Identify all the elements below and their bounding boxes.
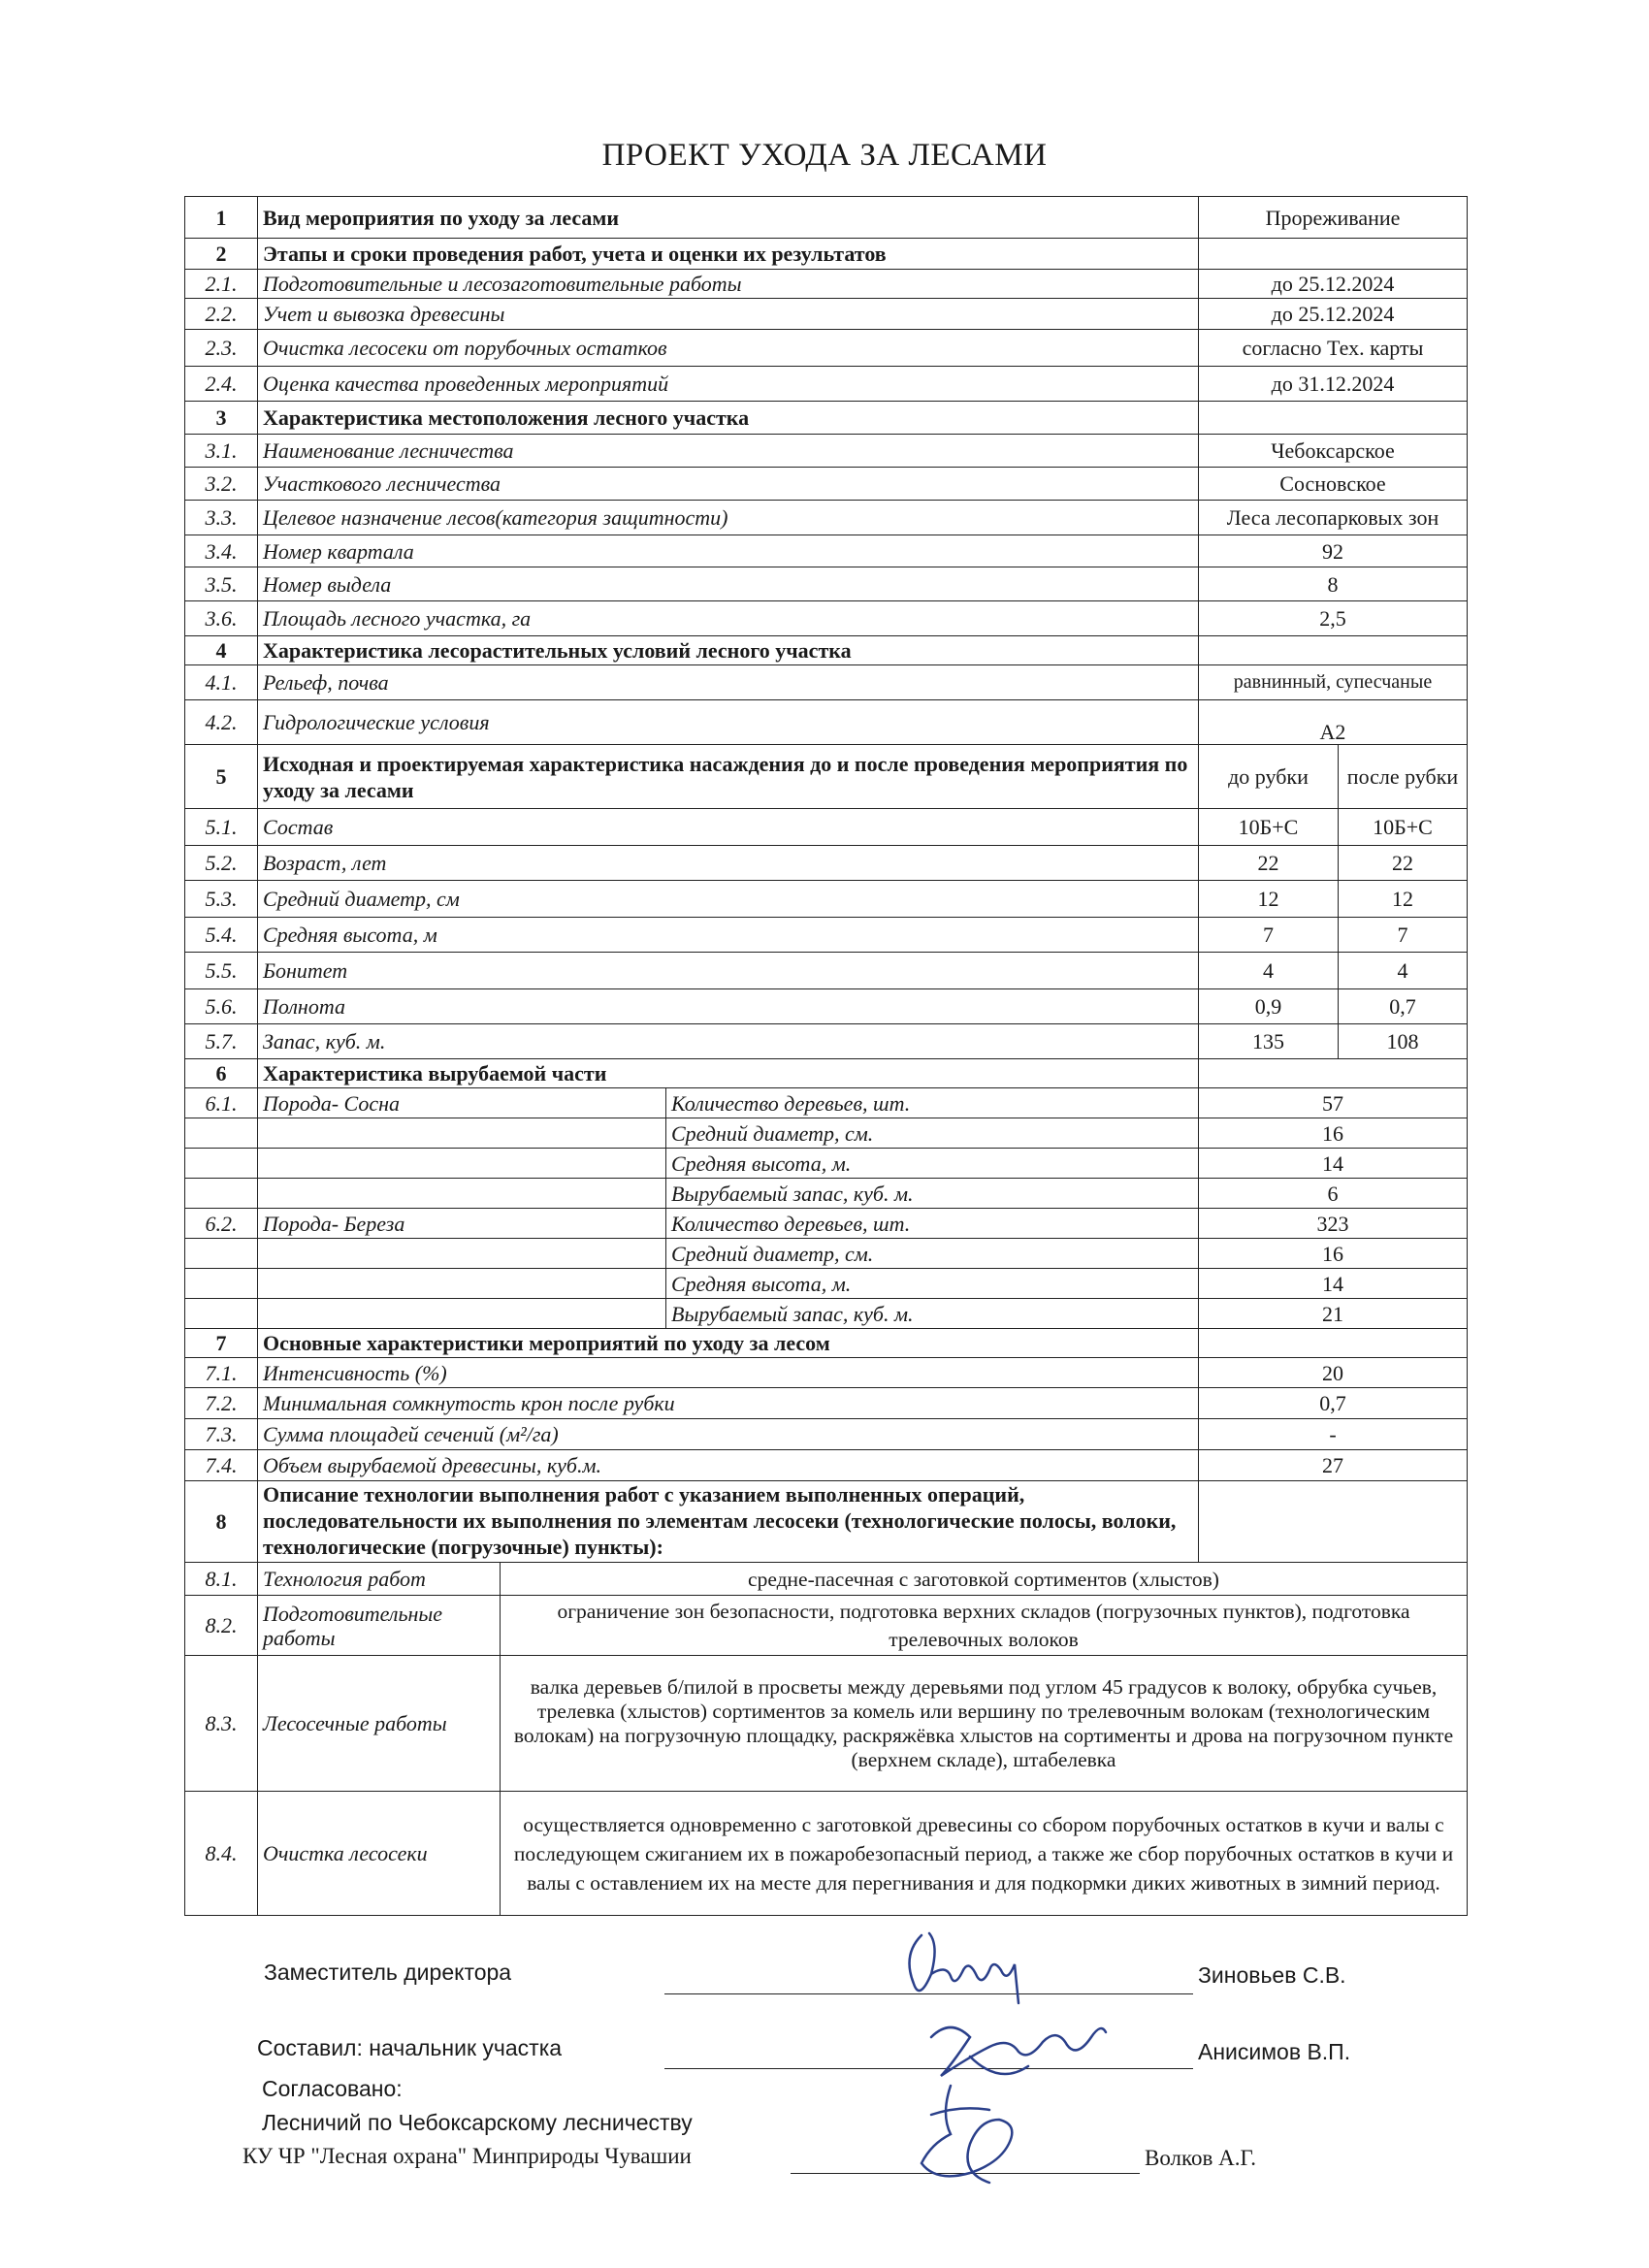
param-label: Средний диаметр, см. — [666, 1118, 1199, 1149]
row-label: Бонитет — [258, 953, 1199, 989]
param-label: Средняя высота, м. — [666, 1149, 1199, 1179]
row-label: Целевое назначение лесов(категория защитности) — [258, 501, 1199, 535]
section-header-row — [185, 1329, 1468, 1358]
section-header-row — [185, 745, 1468, 809]
param-label: Вырубаемый запас, куб. м. — [666, 1299, 1199, 1329]
row-value: 27 — [1199, 1450, 1468, 1481]
row-number: 3.6. — [185, 601, 258, 636]
row-label: Гидрологические условия — [258, 700, 1199, 745]
param-label: Количество деревьев, шт. — [666, 1209, 1199, 1239]
row-value: осуществляется одновременно с заготовкой древесины со сбором порубочных остатков в кучи и валы с последующем сжиганием их в пожаробезопасный период, а также же сбор порубочных остатков в кучи и валы с оставлением их на месте для перегнивания и для подкормки диких животных в зимний период. — [501, 1792, 1468, 1916]
param-value: 14 — [1199, 1149, 1468, 1179]
row-value: согласно Тех. карты — [1199, 330, 1468, 367]
row-number: 3.5. — [185, 567, 258, 601]
section-title: Основные характеристики мероприятий по уходу за лесом — [258, 1329, 1199, 1358]
table-row — [185, 881, 1468, 918]
row-label: Учет и вывозка древесины — [258, 299, 1199, 330]
table-row — [185, 989, 1468, 1024]
row-number: 5.3. — [185, 881, 258, 918]
table-row — [185, 1209, 1468, 1239]
table-row — [185, 1596, 1468, 1656]
table-row — [185, 567, 1468, 601]
row-number: 6 — [185, 1059, 258, 1088]
row-label: Средняя высота, м — [258, 918, 1199, 953]
table-row — [185, 1419, 1468, 1450]
table-row — [185, 1239, 1468, 1269]
row-label: Участкового лесничества — [258, 468, 1199, 501]
table-row — [185, 1118, 1468, 1149]
row-number: 8.4. — [185, 1792, 258, 1916]
param-value: 21 — [1199, 1299, 1468, 1329]
row-value: 2,5 — [1199, 601, 1468, 636]
table-row — [185, 435, 1468, 468]
row-number: 2 — [185, 239, 258, 270]
table-row — [185, 846, 1468, 881]
value-after: 7 — [1339, 918, 1468, 953]
table-row — [185, 1024, 1468, 1059]
table-row — [185, 330, 1468, 367]
row-number: 5.1. — [185, 809, 258, 846]
row-number: 3.3. — [185, 501, 258, 535]
row-value: ограничение зон безопасности, подготовка верхних складов (погрузочных пунктов), подготовка трелевочных волоков — [501, 1596, 1468, 1656]
row-label: Полнота — [258, 989, 1199, 1024]
param-value: 6 — [1199, 1179, 1468, 1209]
table-row — [185, 1450, 1468, 1481]
table-row — [185, 1563, 1468, 1596]
row-number: 1 — [185, 197, 258, 239]
row-number: 7.2. — [185, 1388, 258, 1419]
row-number: 2.4. — [185, 367, 258, 402]
row-value: 20 — [1199, 1358, 1468, 1388]
row-value: Сосновское — [1199, 468, 1468, 501]
row-number: 5.7. — [185, 1024, 258, 1059]
table-row — [185, 367, 1468, 402]
row-number: 5.2. — [185, 846, 258, 881]
document-title: ПРОЕКТ УХОДА ЗА ЛЕСАМИ — [601, 138, 1048, 173]
row-label: Номер квартала — [258, 535, 1199, 567]
row-value: Прореживание — [1199, 197, 1468, 239]
section-title: Характеристика вырубаемой части — [258, 1059, 1199, 1088]
section-header-row — [185, 1059, 1468, 1088]
forester-name: Волков А.Г. — [1145, 2146, 1256, 2170]
value-after: 10Б+С — [1339, 809, 1468, 846]
species-label: Порода- Сосна — [258, 1088, 666, 1118]
value-before: 10Б+С — [1199, 809, 1339, 846]
param-label: Средний диаметр, см. — [666, 1239, 1199, 1269]
param-label: Вырубаемый запас, куб. м. — [666, 1179, 1199, 1209]
table-row — [185, 1179, 1468, 1209]
section-header-row — [185, 239, 1468, 270]
row-number: 3.1. — [185, 435, 258, 468]
row-number: 8.1. — [185, 1563, 258, 1596]
row-value: средне-пасечная с заготовкой сортиментов (хлыстов) — [501, 1563, 1468, 1596]
row-label: Очистка лесосеки от порубочных остатков — [258, 330, 1199, 367]
row-number: 6.1. — [185, 1088, 258, 1118]
row-value: до 25.12.2024 — [1199, 299, 1468, 330]
row-number: 4 — [185, 636, 258, 665]
section-title: Характеристика местоположения лесного участка — [258, 402, 1199, 435]
row-value: Леса лесопарковых зон — [1199, 501, 1468, 535]
row-label: Объем вырубаемой древесины, куб.м. — [258, 1450, 1199, 1481]
table-row — [185, 1388, 1468, 1419]
row-number: 5 — [185, 745, 258, 809]
row-label: Интенсивность (%) — [258, 1358, 1199, 1388]
table-row — [185, 1088, 1468, 1118]
table-row — [185, 1358, 1468, 1388]
row-value: 8 — [1199, 567, 1468, 601]
section-title: Описание технологии выполнения работ с указанием выполненных операций, последовательности их выполнения по элементам лесосеки (технологические полосы, волоки, технологические (погрузочные) пункты): — [258, 1481, 1199, 1563]
row-label: Оценка качества проведенных мероприятий — [258, 367, 1199, 402]
row-value: валка деревьев б/пилой в просветы между деревьями под углом 45 градусов к волоку, обрубка сучьев, трелевка (хлыстов) сортиментов за комель или вершину по трелевочным волокам (технологическим волокам) на погрузочную площадку, раскряжёвка хлыстов на сортименты и дрова на погрузочном пункте (верхнем складе), штабелевка — [501, 1656, 1468, 1792]
row-label: Вид мероприятия по уходу за лесами — [258, 197, 1199, 239]
signature-zinoviev — [892, 1916, 1048, 2013]
row-number: 7.3. — [185, 1419, 258, 1450]
row-value: - — [1199, 1419, 1468, 1450]
organization-name: КУ ЧР "Лесная охрана" Минприроды Чувашии — [242, 2144, 692, 2168]
table-row — [185, 953, 1468, 989]
section-title: Характеристика лесорастительных условий лесного участка — [258, 636, 1199, 665]
row-label: Средний диаметр, см — [258, 881, 1199, 918]
section-header-row — [185, 636, 1468, 665]
param-value: 57 — [1199, 1088, 1468, 1118]
table-row — [185, 1269, 1468, 1299]
param-value: 16 — [1199, 1239, 1468, 1269]
row-number: 4.2. — [185, 700, 258, 745]
deputy-director-title: Заместитель директора — [264, 1960, 512, 1985]
row-label: Очистка лесосеки — [258, 1792, 501, 1916]
row-value: до 25.12.2024 — [1199, 270, 1468, 299]
value-before: 22 — [1199, 846, 1339, 881]
row-label: Рельеф, почва — [258, 665, 1199, 700]
table-row — [185, 700, 1468, 745]
table-row — [185, 468, 1468, 501]
row-value: 92 — [1199, 535, 1468, 567]
row-label: Подготовительные работы — [258, 1596, 501, 1656]
row-number: 8 — [185, 1481, 258, 1563]
value-before: 4 — [1199, 953, 1339, 989]
param-value: 14 — [1199, 1269, 1468, 1299]
section-title: Этапы и сроки проведения работ, учета и оценки их результатов — [258, 239, 1199, 270]
row-number: 7.4. — [185, 1450, 258, 1481]
table-row — [185, 535, 1468, 567]
row-label: Состав — [258, 809, 1199, 846]
table-row — [185, 665, 1468, 700]
table-row — [185, 1149, 1468, 1179]
row-number: 3 — [185, 402, 258, 435]
compiler-name: Анисимов В.П. — [1198, 2039, 1351, 2064]
row-number: 8.2. — [185, 1596, 258, 1656]
row-value: 0,7 — [1199, 1388, 1468, 1419]
section-header-row — [185, 1481, 1468, 1563]
section-title: Исходная и проектируемая характеристика насаждения до и после проведения мероприятия по уходу за лесами — [258, 745, 1199, 809]
row-value: равнинный, супесчаные — [1199, 665, 1468, 700]
table-row — [185, 809, 1468, 846]
row-label: Наименование лесничества — [258, 435, 1199, 468]
row-label: Возраст, лет — [258, 846, 1199, 881]
row-value: А2 — [1199, 700, 1468, 745]
value-after: 22 — [1339, 846, 1468, 881]
column-header-before: до рубки — [1199, 745, 1339, 809]
table-row — [185, 270, 1468, 299]
row-number: 2.2. — [185, 299, 258, 330]
row-number: 5.6. — [185, 989, 258, 1024]
table-row — [185, 1792, 1468, 1916]
row-number: 3.2. — [185, 468, 258, 501]
row-value: до 31.12.2024 — [1199, 367, 1468, 402]
signature-line — [664, 2068, 1193, 2069]
table-row — [185, 299, 1468, 330]
row-number: 5.5. — [185, 953, 258, 989]
row-label: Минимальная сомкнутость крон после рубки — [258, 1388, 1199, 1419]
value-after: 12 — [1339, 881, 1468, 918]
table-row — [185, 501, 1468, 535]
row-number: 2.3. — [185, 330, 258, 367]
table-row — [185, 1299, 1468, 1329]
row-number: 2.1. — [185, 270, 258, 299]
param-value: 323 — [1199, 1209, 1468, 1239]
table-row — [185, 1656, 1468, 1792]
column-header-after: после рубки — [1339, 745, 1468, 809]
row-number: 4.1. — [185, 665, 258, 700]
value-after: 4 — [1339, 953, 1468, 989]
row-number: 8.3. — [185, 1656, 258, 1792]
compiler-title: Составил: начальник участка — [257, 2035, 563, 2060]
param-label: Средняя высота, м. — [666, 1269, 1199, 1299]
param-label: Количество деревьев, шт. — [666, 1088, 1199, 1118]
section-header-row — [185, 402, 1468, 435]
value-after: 108 — [1339, 1024, 1468, 1059]
value-before: 12 — [1199, 881, 1339, 918]
signature-volkov — [892, 2076, 1067, 2192]
row-value: Чебоксарское — [1199, 435, 1468, 468]
table-row — [185, 601, 1468, 636]
row-number: 7 — [185, 1329, 258, 1358]
table-row — [185, 918, 1468, 953]
agreed-label: Согласовано: — [262, 2076, 403, 2101]
row-number: 5.4. — [185, 918, 258, 953]
signature-anisimov — [912, 1998, 1125, 2095]
forester-title: Лесничий по Чебоксарскому лесничеству — [262, 2110, 693, 2135]
value-before: 7 — [1199, 918, 1339, 953]
species-label: Порода- Береза — [258, 1209, 666, 1239]
row-label: Технология работ — [258, 1563, 501, 1596]
row-number: 6.2. — [185, 1209, 258, 1239]
row-label: Запас, куб. м. — [258, 1024, 1199, 1059]
row-number: 7.1. — [185, 1358, 258, 1388]
table-row — [185, 197, 1468, 239]
row-label: Подготовительные и лесозаготовительные работы — [258, 270, 1199, 299]
signature-line — [664, 1993, 1193, 1994]
value-before: 135 — [1199, 1024, 1339, 1059]
row-number: 3.4. — [185, 535, 258, 567]
row-label: Номер выдела — [258, 567, 1199, 601]
row-label: Лесосечные работы — [258, 1656, 501, 1792]
signature-line — [791, 2173, 1140, 2174]
value-before: 0,9 — [1199, 989, 1339, 1024]
deputy-director-name: Зиновьев С.В. — [1198, 1962, 1346, 1988]
value-after: 0,7 — [1339, 989, 1468, 1024]
row-label: Площадь лесного участка, га — [258, 601, 1199, 636]
row-label: Сумма площадей сечений (м²/га) — [258, 1419, 1199, 1450]
forest-care-table — [184, 196, 1468, 1916]
param-value: 16 — [1199, 1118, 1468, 1149]
